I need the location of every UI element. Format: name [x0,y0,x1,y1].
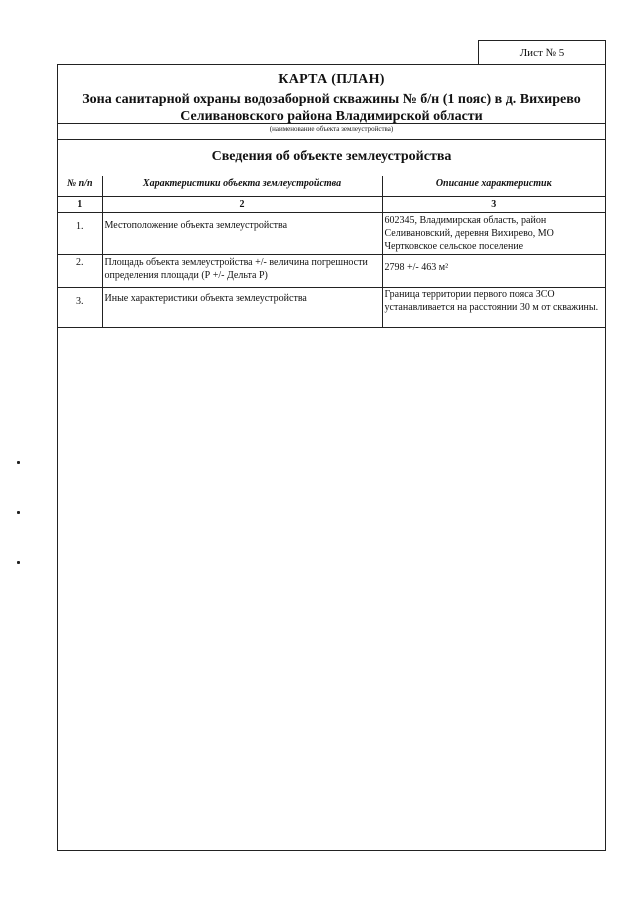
row-characteristic: Иные характеристики объекта землеустройства [102,288,382,328]
row-characteristic: Площадь объекта землеустройства +/- величина погрешности определения площади (Р +/- Дельта Р) [102,255,382,288]
row-description: 602345, Владимирская область, район Селивановский, деревня Вихирево, МО Чертковское сельское поселение [382,213,605,255]
index-cell: 3 [382,197,605,213]
title-underline [58,123,605,124]
table-header-row [58,176,605,197]
binder-hole-mark [17,561,20,564]
row-description: 2798 +/- 463 м² [382,255,605,288]
table-row [58,213,605,255]
divider [58,139,605,140]
document-frame [57,64,606,851]
index-cell: 2 [102,197,382,213]
col-header-number: № п/п [58,176,102,197]
binder-hole-mark [17,461,20,464]
binder-hole-mark [17,511,20,514]
row-description: Граница территории первого пояса ЗСО устанавливается на расстоянии 30 м от скважины. [382,288,605,328]
table-row [58,255,605,288]
row-number: 2. [58,255,102,288]
table-row [58,288,605,328]
col-header-characteristic: Характеристики объекта землеустройства [102,176,382,197]
row-characteristic: Местоположение объекта землеустройства [102,213,382,255]
row-number: 1. [58,213,102,255]
col-header-description: Описание характеристик [382,176,605,197]
map-title: КАРТА (ПЛАН) [278,72,385,87]
section-title: Сведения об объекте землеустройства [211,149,452,164]
zone-title-line2: Селивановского района Владимирской области [180,109,483,124]
object-caption: (наименование объекта землеустройства) [269,125,394,133]
index-cell: 1 [58,197,102,213]
row-number: 3. [58,288,102,328]
zone-title-line1: Зона санитарной охраны водозаборной скважины № б/н (1 пояс) в д. Вихирево [82,92,581,107]
table-index-row [58,197,605,213]
info-table [58,176,605,328]
sheet-number-label: Лист № 5 [478,40,606,64]
